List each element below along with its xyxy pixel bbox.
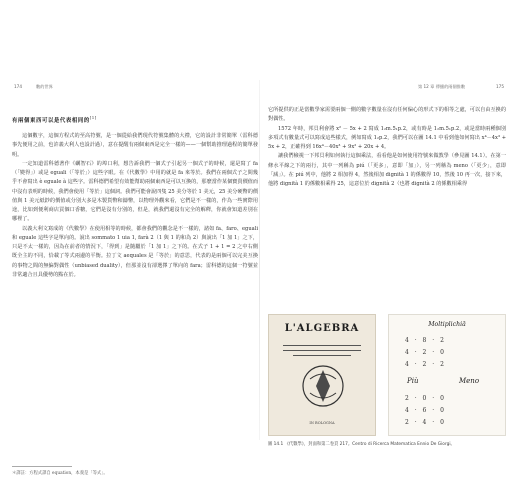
cover-text-line bbox=[283, 345, 361, 346]
section-title-text: 有兩個東西可以是代表相同的 bbox=[12, 117, 90, 124]
manuscript-row: 4 · 8 · 2 bbox=[405, 337, 446, 344]
book-cover-image bbox=[268, 314, 376, 436]
manuscript-row: 4 · 2 · 0 bbox=[405, 349, 446, 356]
right-paragraph-3: 讓我們檢視一下邦貝利如何執行這個乘法，看看他是如何使用符號來做教學（參見圖 14.1）。在第一條水平線之下的兩行，其中一列稱為 piú（「更多」，意即「加」），另一列稱為 meno（「更少」，意即「減」）。在 piú 列中，他將 2 相加得 4，然後相加 dignità 1 的係數得 10，然後 10 再一次，接下來，他將 dignità 1 的係數相乘得 25，這意位於 dignità 2（也將 dignità 2 的係數相乘得 bbox=[268, 153, 506, 187]
manuscript-image bbox=[388, 314, 506, 436]
footnote bbox=[12, 466, 252, 476]
figure-caption: 圖 14.1 《代數學》，封面和第二卷頁 217。Centro di Ricerca Matematica Ennio De Giorgi。 bbox=[268, 442, 455, 447]
right-page bbox=[268, 0, 506, 500]
left-page bbox=[12, 0, 258, 500]
gutter bbox=[259, 80, 260, 440]
manuscript-plus-label: Più bbox=[407, 377, 419, 385]
manuscript-header: Moltiplichiā bbox=[428, 321, 466, 328]
cover-bottom-text: IN BOLOGNA bbox=[309, 421, 335, 425]
cover-emblem-icon bbox=[298, 361, 348, 411]
figure-14-1 bbox=[268, 314, 506, 436]
manuscript-row: 2 · 4 · 0 bbox=[405, 419, 446, 426]
right-running-title: 第 12 章 傳播的兩個推數 bbox=[418, 84, 466, 89]
left-paragraph-2: 一定知道雷科德著作《礪智石》的埠口利，想告訴我們一個式子引起另一個式子的時候，還是寫了 fa（「變得」）或是 eguali（「等於」）這些字眼。在《代數學》中用的就是 fa 來等於。我們在兩個式子之間幾乎不會寫出 è eguale à 這些字。雷科德們希望有效能幫助兩個東西是可以互換的，那麼當作某個寶貴價值而中沒有表明的時候，我們會使用「等於」這個詞。我們可能會說四隻 25 美分等於 1 美元，25 美分硬幣的價值與 1 美元紙鈔的價值或分別大多是木製貨幣和鑄幣，以物理外觀來看，它們是不一樣的，作為一些實際用途，比如到便利商店買個口香糖，它們是沒有分別的，但是，就我們還沒有完全的解釋，你就會知道差別在哪裡了。 bbox=[12, 160, 258, 223]
footnote-text: ＊譯註：方程式譯自 equation，本義是「等式」。 bbox=[12, 470, 108, 476]
left-paragraph-1: 這個數字，這個方程式的至高符號，是一個從給我們現代符號集體的大禮，它的設計非常簡單（雷科德事先便用之前，也許義大利人也設計過），意在提醒有兩個東西是完全一樣的——一個幫助推理過程的簡單發明。 bbox=[12, 133, 258, 158]
left-paragraph-3: 以義大利文寫成的《代數學》在使用相等的時候，都會我們的觀念是不一樣的，諸如 fa、faro、eguali 和 eguale 這些字是單向的。說出 sommato 1 uia 1, farà 2（1 與 1 的和為 2）與說出「1 加 1」之下，只是不太一樣的，因為在前者的情況下，「得到」是隨屬於「1 加 1」之下的。在式子 1 + 1 = 2 之中右側既全主的不同，恰載了等式兩邊的平衡。拉丁文 aequales 是「等於」的意思，代表的是兩個可以完美互換的事物之間的無偏對偶性（unbiased duality），但那並沒有卻選擇了單向的 fara；雷科德的這個一符號並非常適合且具優勢的點在於。 bbox=[12, 225, 258, 278]
cover-title: L'ALGEBRA bbox=[284, 323, 360, 334]
right-body bbox=[268, 106, 506, 189]
manuscript-minus-label: Meno bbox=[459, 377, 480, 385]
cover-text-line bbox=[293, 355, 351, 356]
section-title bbox=[12, 114, 258, 126]
section-note: [1] bbox=[89, 116, 97, 120]
manuscript-row: 4 · 2 · 2 bbox=[405, 361, 446, 368]
right-paragraph-1: 它所提供的正是當數學家需要兩個一側的數字數量在沒有任何偏心的形式下的相等之處，可以自由互換的對偶性。 bbox=[268, 107, 506, 123]
right-page-number: 175 bbox=[496, 84, 504, 89]
left-page-number: 174 bbox=[14, 84, 22, 89]
left-running-title: 數的世界 bbox=[36, 84, 53, 89]
manuscript-row: 4 · 6 · 0 bbox=[405, 407, 446, 414]
footnote-rule bbox=[12, 466, 72, 467]
left-body bbox=[12, 114, 258, 280]
manuscript-row: 2 · 0 · 0 bbox=[405, 395, 446, 402]
cover-text-line bbox=[283, 350, 361, 351]
right-paragraph-2: 1572 年時，邦貝利會將 x² － 5x + 2 寫成 1₂m.5₁p.2，或有時是 1₂m.5₁p.2，或是當時兩種個別多項式有數量式可以寫成這些樣式，例如寫成 1₂p.2，我們可以在圖 14.1 中看到他如何寫出 x⁴－4x³ + 5x + 2，正確得到 16x⁴－40x³ + 9x² + 20x + 4。 bbox=[268, 125, 506, 150]
